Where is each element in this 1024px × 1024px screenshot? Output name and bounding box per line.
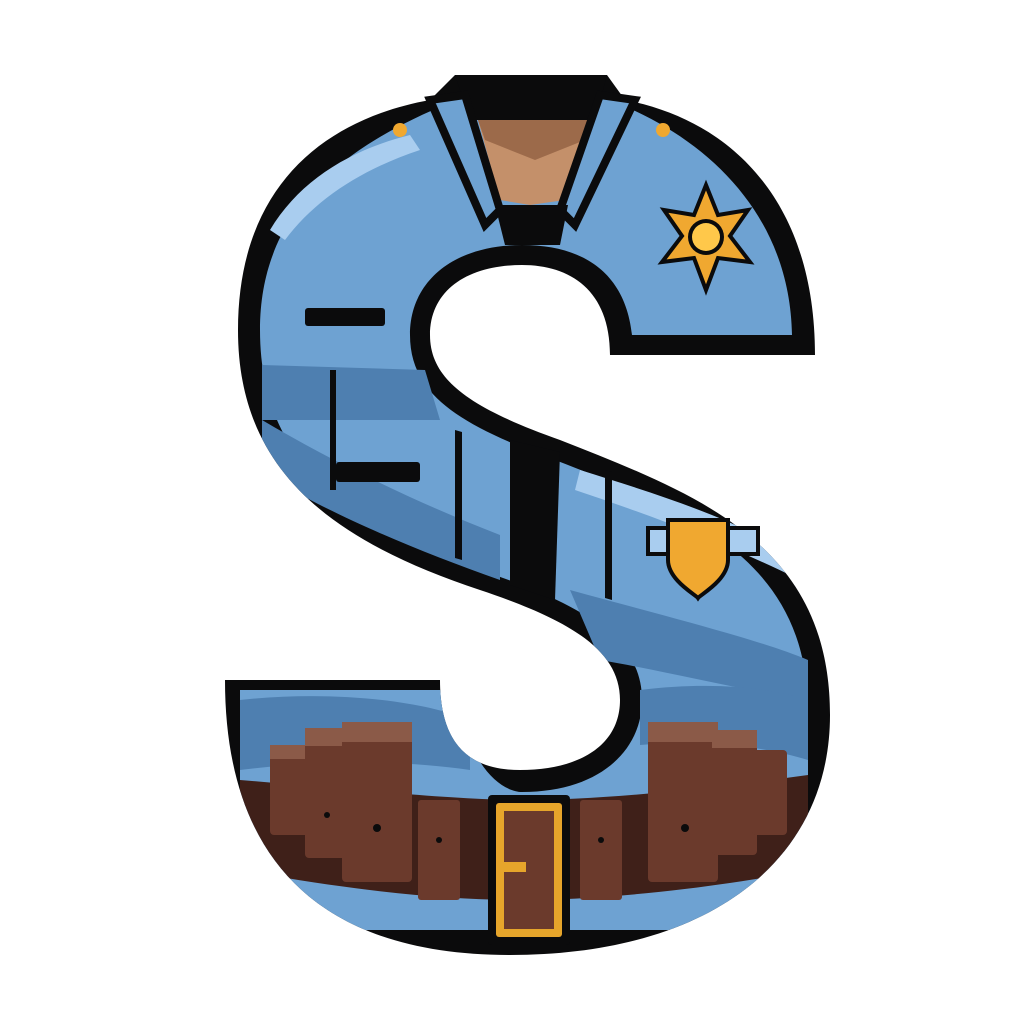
shirt-seam xyxy=(330,370,336,490)
shirt-seam xyxy=(605,470,612,600)
belt-buckle xyxy=(488,795,570,945)
belt-pouch-center-left xyxy=(418,800,460,900)
belt-pouch-left-outer xyxy=(270,745,310,835)
shoulder-button-left xyxy=(393,123,407,137)
shirt-seam xyxy=(455,430,462,560)
belt-pouch-right-2 xyxy=(712,730,757,855)
tie-knot xyxy=(495,205,568,245)
shirt-placket xyxy=(510,440,560,600)
belt-pouch-right-1 xyxy=(648,722,718,882)
shirt-fold-shadow xyxy=(262,365,440,420)
belt-pouch-left-2 xyxy=(342,722,412,882)
shoulder-button-right xyxy=(656,123,670,137)
pocket-flap-left-upper xyxy=(305,308,385,326)
belt-pouch-right-outer xyxy=(752,750,787,835)
belt-pouch-center-right xyxy=(580,800,622,900)
neck-top-dark xyxy=(455,75,607,120)
pocket-flap-left-lower xyxy=(336,462,420,482)
